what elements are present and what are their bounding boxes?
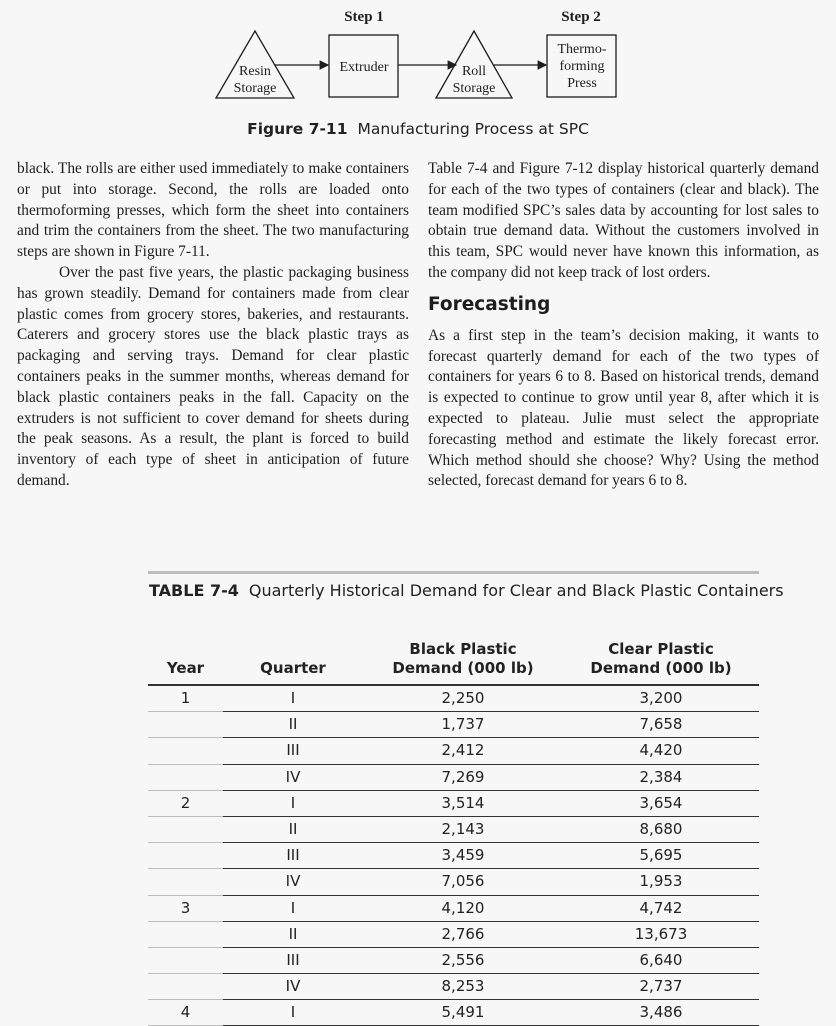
press-label-line1: Thermo- [557, 42, 607, 57]
quarter-cell: II [223, 712, 363, 738]
quarter-cell: IV [223, 869, 363, 895]
black-demand-cell: 5,491 [363, 1000, 563, 1026]
table-number: TABLE 7-4 [149, 581, 239, 600]
header-clear-line2: Demand (000 lb) [590, 659, 732, 677]
black-demand-cell: 3,514 [363, 790, 563, 816]
right-paragraph-2: As a first step in the team’s decision making, it wants to forecast quarterly demand for each of the two types of containers for years 6 to 8. Based on historical trends, demand is expected to continue to grow until year 8, after which it is expected to plateau. Julie must select the appropriate forecasting method and estimate the likely forecast error. Which method should she choose? Why? Using the method selected, forecast demand for years 6 to 8. [428, 326, 819, 490]
table-row [148, 895, 759, 921]
quarter-cell: I [223, 1000, 363, 1026]
clear-demand-cell: 4,742 [563, 895, 759, 921]
table-row [148, 974, 759, 1000]
black-demand-cell: 8,253 [363, 974, 563, 1000]
year-cell [148, 843, 223, 869]
black-demand-cell: 7,269 [363, 764, 563, 790]
header-clear-line1: Clear Plastic [608, 640, 714, 658]
quarter-cell: III [223, 843, 363, 869]
table-row [148, 921, 759, 947]
header-year: Year [166, 659, 205, 677]
table-title: Quarterly Historical Demand for Clear and Black Plastic Containers [248, 581, 784, 600]
roll-label: Roll [461, 64, 487, 79]
table-top-rule [148, 571, 759, 574]
table-row [148, 1000, 759, 1026]
year-cell: 3 [148, 895, 223, 921]
clear-demand-cell: 2,384 [563, 764, 759, 790]
year-cell [148, 974, 223, 1000]
press-label-line2: forming [559, 59, 605, 74]
resin-label: Resin [239, 64, 271, 79]
black-demand-cell: 7,056 [363, 869, 563, 895]
figure-title: Manufacturing Process at SPC [357, 120, 589, 138]
clear-demand-cell: 8,680 [563, 816, 759, 842]
clear-demand-cell: 6,640 [563, 947, 759, 973]
year-cell [148, 921, 223, 947]
clear-demand-cell: 13,673 [563, 921, 759, 947]
black-demand-cell: 2,412 [363, 738, 563, 764]
table-row [148, 843, 759, 869]
year-cell [148, 764, 223, 790]
table-row [148, 712, 759, 738]
year-cell [148, 869, 223, 895]
table-row [148, 869, 759, 895]
figure-caption [0, 120, 836, 138]
table-row [148, 685, 759, 712]
clear-demand-cell: 7,658 [563, 712, 759, 738]
clear-demand-cell: 3,486 [563, 1000, 759, 1026]
left-paragraph-2: Over the past five years, the plastic packaging business has grown steadily. Demand for containers made from clear plastic comes from grocery stores, bakeries, and restaurants. Caterers and grocery stores use the black plastic trays as packaging and serving trays. Demand for clear plastic containers peaks in the summer months, whereas demand for black plastic containers peaks in the fall. Capacity on the extruders is not sufficient to cover demand for sheets during the peak seasons. As a result, the plant is forced to build inventory of each type of sheet in anticipation of future demand. [17, 263, 409, 489]
year-cell [148, 816, 223, 842]
right-paragraph-1: Table 7-4 and Figure 7-12 display historical quarterly demand for each of the two types of containers (clear and black). The team modified SPC’s sales data by accounting for lost sales to obtain true demand data. Without the customers involved in this team, SPC would never have known this information, as the company did not keep track of lost orders. [428, 160, 819, 281]
figure-number: Figure 7-11 [247, 120, 348, 138]
year-cell: 2 [148, 790, 223, 816]
black-demand-cell: 2,766 [363, 921, 563, 947]
demand-table [148, 630, 759, 1026]
quarter-cell: III [223, 738, 363, 764]
clear-demand-cell: 4,420 [563, 738, 759, 764]
forecasting-heading: Forecasting [428, 293, 551, 315]
quarter-cell: I [223, 685, 363, 712]
process-diagram [0, 0, 836, 118]
header-black-demand [363, 630, 563, 685]
table-row [148, 738, 759, 764]
table-row [148, 790, 759, 816]
quarter-cell: II [223, 921, 363, 947]
black-demand-cell: 4,120 [363, 895, 563, 921]
step-1-label: Step 1 [344, 9, 384, 25]
table-row [148, 764, 759, 790]
black-demand-cell: 2,143 [363, 816, 563, 842]
clear-demand-cell: 3,654 [563, 790, 759, 816]
quarter-cell: IV [223, 764, 363, 790]
clear-demand-cell: 1,953 [563, 869, 759, 895]
clear-demand-cell: 2,737 [563, 974, 759, 1000]
press-label-line3: Press [567, 76, 597, 91]
black-demand-cell: 1,737 [363, 712, 563, 738]
table-body [148, 685, 759, 1026]
table-row [148, 947, 759, 973]
quarter-cell: IV [223, 974, 363, 1000]
black-demand-cell: 2,250 [363, 685, 563, 712]
year-cell [148, 947, 223, 973]
table-row [148, 816, 759, 842]
figure-7-11 [0, 0, 836, 150]
clear-demand-cell: 3,200 [563, 685, 759, 712]
year-cell: 4 [148, 1000, 223, 1026]
left-column [17, 159, 409, 492]
left-paragraph-1: black. The rolls are either used immediately to make containers or put into storage. Second, the rolls are loaded onto thermoforming presses, which form the sheet into containers and trim the containers from the sheet. The two manufacturing steps are shown in Figure 7-11. [17, 160, 409, 261]
table-caption [149, 581, 784, 600]
roll-storage-label: Storage [452, 81, 496, 96]
right-column [428, 159, 819, 492]
header-quarter: Quarter [260, 659, 326, 677]
step-2-label: Step 2 [561, 9, 601, 25]
quarter-cell: I [223, 790, 363, 816]
quarter-cell: III [223, 947, 363, 973]
black-demand-cell: 2,556 [363, 947, 563, 973]
quarter-cell: II [223, 816, 363, 842]
extruder-label: Extruder [339, 60, 389, 75]
header-black-line2: Demand (000 lb) [392, 659, 534, 677]
year-cell [148, 738, 223, 764]
year-cell [148, 712, 223, 738]
quarter-cell: I [223, 895, 363, 921]
table-header-row [148, 630, 759, 685]
header-black-line1: Black Plastic [409, 640, 517, 658]
year-cell: 1 [148, 685, 223, 712]
resin-storage-label: Storage [233, 81, 277, 96]
clear-demand-cell: 5,695 [563, 843, 759, 869]
black-demand-cell: 3,459 [363, 843, 563, 869]
header-clear-demand [563, 630, 759, 685]
